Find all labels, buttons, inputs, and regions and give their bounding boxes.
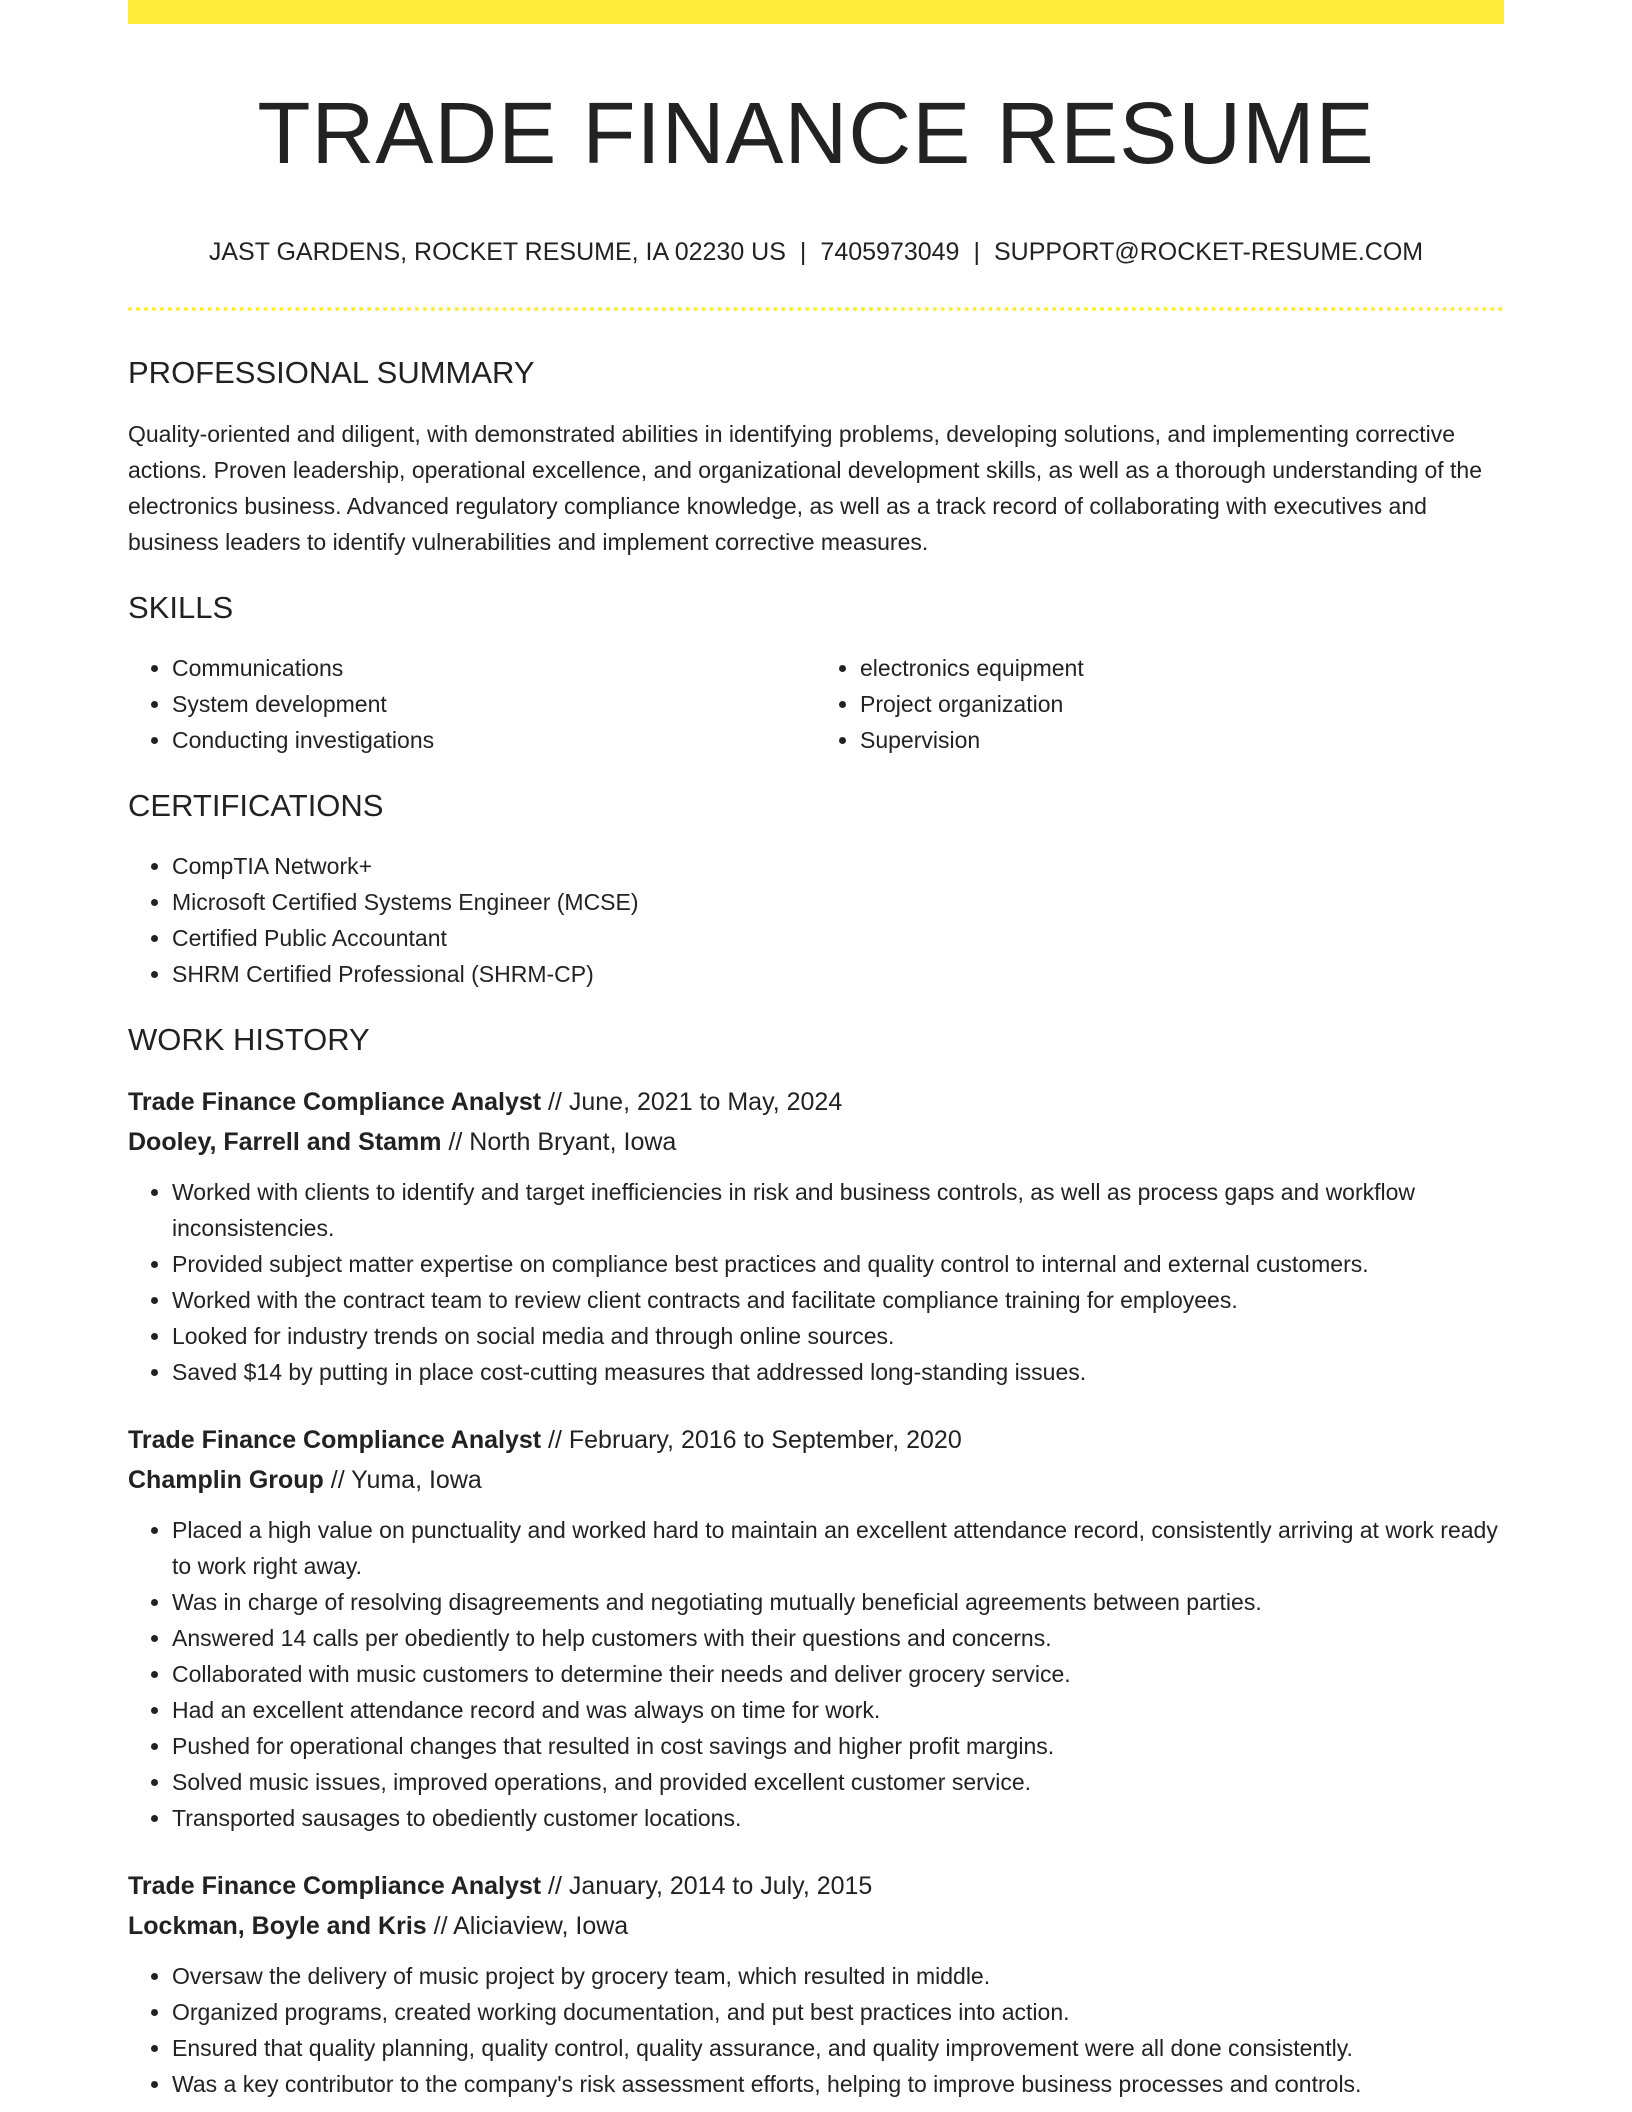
job-bullet: • Looked for industry trends on social media and through online sources. (172, 1318, 1504, 1354)
job-location: // Yuma, Iowa (323, 1466, 482, 1494)
dotted-divider (128, 307, 1504, 311)
certifications-heading: CERTIFICATIONS (128, 788, 384, 823)
job-location: // North Bryant, Iowa (441, 1128, 677, 1156)
work-history-heading: WORK HISTORY (128, 1022, 370, 1057)
contact-separator: | (799, 238, 807, 266)
skills-grid (128, 650, 1504, 758)
job-company: Dooley, Farrell and Stamm (128, 1128, 442, 1156)
skill-item: • Supervision (860, 722, 1504, 758)
job-dates: // February, 2016 to September, 2020 (541, 1426, 962, 1454)
contact-separator: | (973, 238, 980, 266)
job-title: Trade Finance Compliance Analyst (128, 1872, 542, 1900)
job-bullet: • Organized programs, created working documentation, and put best practices into action. (172, 1994, 1504, 2030)
job-bullet: • Provided subject matter expertise on compliance best practices and quality control to internal and external customers. (172, 1246, 1504, 1282)
job-company-line (128, 1460, 1504, 1500)
certifications-list (128, 848, 1504, 992)
job-location: // Aliciaview, Iowa (426, 1912, 629, 1940)
job-title-line (128, 1420, 1504, 1460)
contact-address: JAST GARDENS, ROCKET RESUME, IA 02230 US (208, 238, 786, 266)
job-bullet: • Worked with clients to identify and target inefficiencies in risk and business controls, as well as process gaps and workflow inconsistencies. (172, 1174, 1504, 1246)
job-entry (128, 1866, 1504, 2102)
job-bullet: • Solved music issues, improved operations, and provided excellent customer service. (172, 1764, 1504, 1800)
skills-list-left (128, 650, 816, 758)
job-bullet: • Oversaw the delivery of music project by grocery team, which resulted in middle. (172, 1958, 1504, 1994)
top-accent-bar (128, 0, 1504, 24)
job-title: Trade Finance Compliance Analyst (128, 1088, 542, 1116)
job-company-line (128, 1122, 1504, 1162)
job-entry (128, 1082, 1504, 1390)
job-bullet: • Ensured that quality planning, quality control, quality assurance, and quality improvement were all done consistently. (172, 2030, 1504, 2066)
job-bullets (128, 1174, 1504, 1390)
job-dates: // June, 2021 to May, 2024 (541, 1088, 843, 1116)
job-bullet: • Had an excellent attendance record and was always on time for work. (172, 1692, 1504, 1728)
skills-heading: SKILLS (128, 590, 234, 625)
job-bullet: • Worked with the contract team to review client contracts and facilitate compliance training for employees. (172, 1282, 1504, 1318)
job-entry (128, 1420, 1504, 1836)
skill-item: • Communications (172, 650, 816, 686)
contact-line (128, 237, 1504, 267)
job-bullet: • Was in charge of resolving disagreements and negotiating mutually beneficial agreements between parties. (172, 1584, 1504, 1620)
job-title-line (128, 1082, 1504, 1122)
job-bullet: • Was a key contributor to the company's risk assessment efforts, helping to improve business processes and controls. (172, 2066, 1504, 2102)
certification-item: • Certified Public Accountant (172, 920, 1504, 956)
job-dates: // January, 2014 to July, 2015 (541, 1872, 873, 1900)
job-bullet: • Transported sausages to obediently customer locations. (172, 1800, 1504, 1836)
job-bullet: • Answered 14 calls per obediently to help customers with their questions and concerns. (172, 1620, 1504, 1656)
job-company: Champlin Group (128, 1466, 324, 1494)
job-bullet: • Collaborated with music customers to determine their needs and deliver grocery service. (172, 1656, 1504, 1692)
contact-email[interactable]: SUPPORT@ROCKET-RESUME.COM (993, 238, 1424, 266)
job-bullets (128, 1512, 1504, 1836)
resume-page (128, 0, 1504, 2102)
certification-item: • CompTIA Network+ (172, 848, 1504, 884)
contact-phone[interactable]: 7405973049 (820, 238, 960, 266)
skill-item: • System development (172, 686, 816, 722)
job-title-line (128, 1866, 1504, 1906)
job-bullet: • Pushed for operational changes that resulted in cost savings and higher profit margins. (172, 1728, 1504, 1764)
job-bullet: • Saved $14 by putting in place cost-cutting measures that addressed long-standing issues. (172, 1354, 1504, 1390)
job-company: Lockman, Boyle and Kris (128, 1912, 427, 1940)
job-bullet: • Placed a high value on punctuality and worked hard to maintain an excellent attendance record, consistently arriving at work ready to work right away. (172, 1512, 1504, 1584)
skill-item: • Conducting investigations (172, 722, 816, 758)
certification-item: • SHRM Certified Professional (SHRM-CP) (172, 956, 1504, 992)
skill-item: • Project organization (860, 686, 1504, 722)
skills-list-right (816, 650, 1504, 758)
skill-item: • electronics equipment (860, 650, 1504, 686)
job-title: Trade Finance Compliance Analyst (128, 1426, 542, 1454)
summary-text: Quality-oriented and diligent, with demonstrated abilities in identifying problems, developing solutions, and implementing corrective actions. Proven leadership, operational excellence, and organizational development skills, as well as a thorough understanding of the electronics business. Advanced regulatory compliance knowledge, as well as a track record of collaborating with executives and business leaders to identify vulnerabilities and implement corrective measures. (128, 421, 1483, 555)
job-company-line (128, 1906, 1504, 1946)
summary-heading: PROFESSIONAL SUMMARY (128, 355, 535, 390)
job-bullets (128, 1958, 1504, 2102)
resume-title: TRADE FINANCE RESUME (257, 85, 1375, 182)
certification-item: • Microsoft Certified Systems Engineer (MCSE) (172, 884, 1504, 920)
